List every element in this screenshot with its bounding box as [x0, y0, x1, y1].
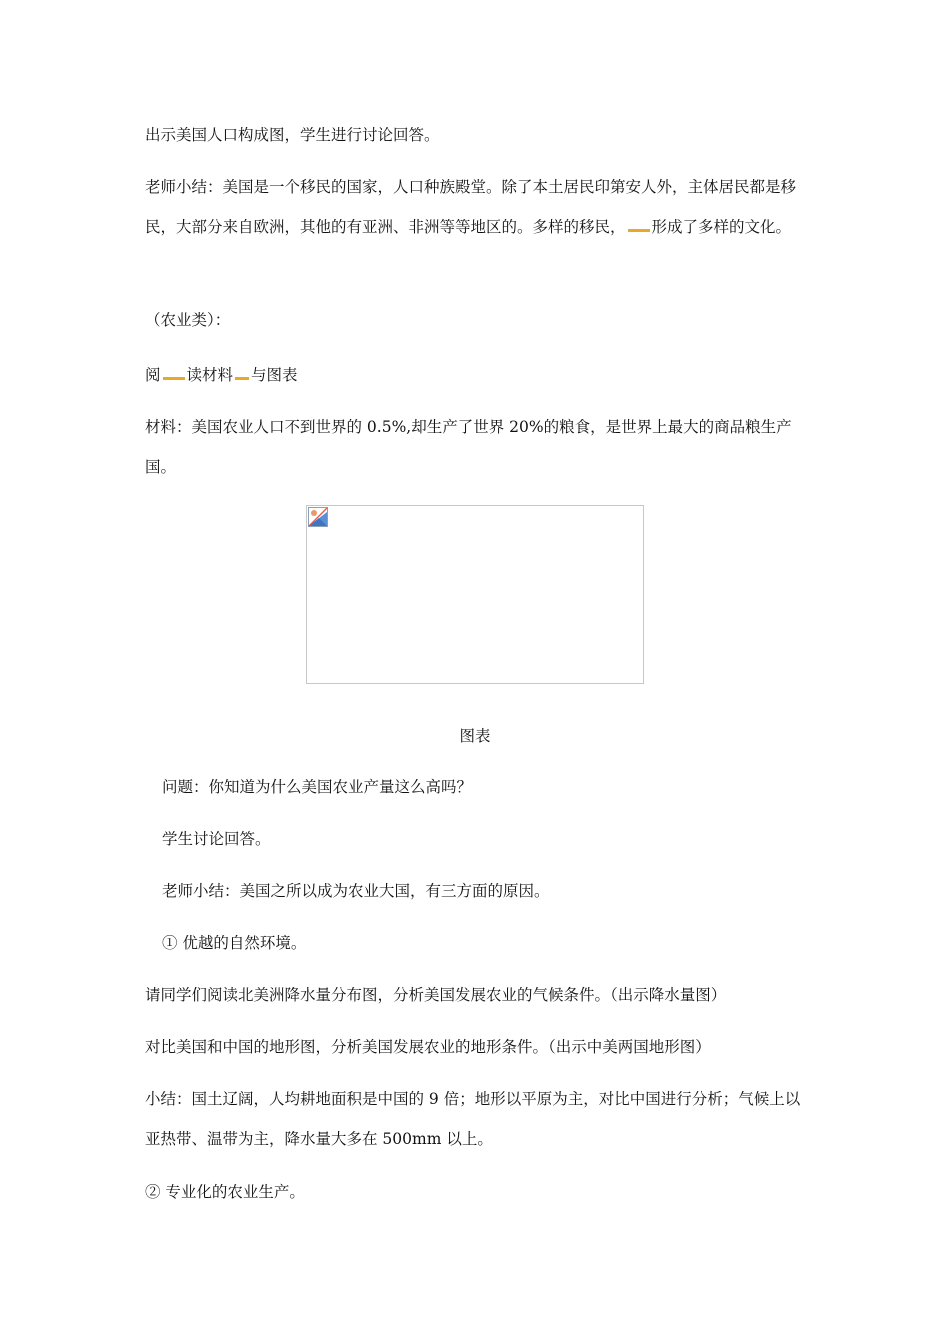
read-text-1: 阅 — [145, 366, 161, 384]
reason-2-specialized-production: ② 专业化的农业生产。 — [145, 1183, 305, 1201]
figure-caption: 图表 — [459, 727, 491, 745]
paragraph-precipitation: 请同学们阅读北美洲降水量分布图，分析美国发展农业的气候条件。（出示降水量图） — [145, 986, 727, 1004]
highlight-mark — [235, 377, 249, 380]
paragraph-summary-land: 小结：国土辽阔，人均耕地面积是中国的 9 倍；地形以平原为主，对比中国进行分析；气候上以亚热带、温带为主，降水量大多在 500mm 以上。 — [145, 1090, 801, 1148]
question-paragraph: 问题：你知道为什么美国农业产量这么高吗？ — [162, 778, 473, 796]
read-text-3: 与图表 — [251, 366, 298, 384]
teacher-summary-reasons: 老师小结：美国之所以成为农业大国，有三方面的原因。 — [162, 882, 550, 900]
broken-image-icon — [308, 507, 328, 527]
read-text-2: 读材料 — [186, 366, 234, 384]
paragraph-material: 材料：美国农业人口不到世界的 0.5%,却生产了世界 20%的粮食，是世界上最大的商品粮生产国。 — [145, 418, 792, 476]
paragraph-teacher-summary-immigrants — [145, 167, 809, 247]
teacher-summary-text-end: 形成了多样的文化。 — [651, 218, 792, 236]
highlight-mark — [628, 229, 650, 232]
figure-placeholder — [306, 505, 644, 684]
section-heading-agriculture: （农业类）： — [145, 311, 231, 329]
student-discussion: 学生讨论回答。 — [162, 830, 271, 848]
paragraph-terrain: 对比美国和中国的地形图，分析美国发展农业的地形条件。（出示中美两国地形图） — [145, 1038, 711, 1056]
reason-1-natural-environment: ① 优越的自然环境。 — [162, 934, 307, 952]
highlight-mark — [163, 377, 185, 380]
teacher-summary-text: 老师小结：美国是一个移民的国家，人口种族殿堂。除了本土居民印第安人外，主体居民都是移民，大部分来自欧洲，其他的有亚洲、非洲等等地区的。多样的移民， — [145, 178, 797, 236]
paragraph-population-chart: 出示美国人口构成图，学生进行讨论回答。 — [145, 126, 440, 144]
paragraph-read-material — [145, 355, 809, 395]
